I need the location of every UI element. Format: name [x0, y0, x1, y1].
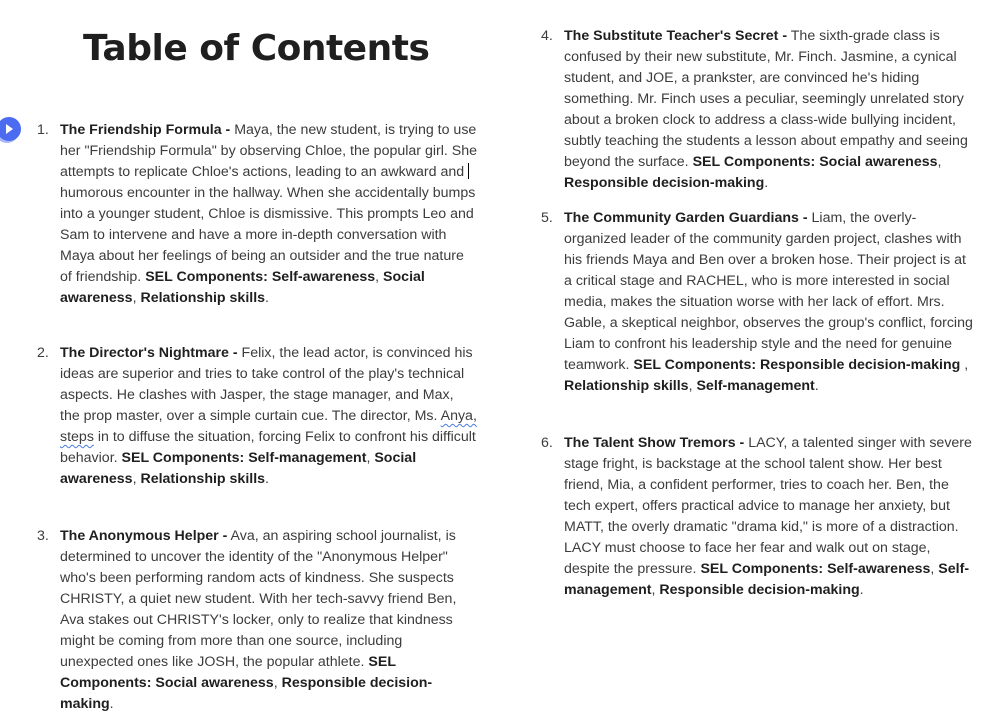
- item-heading: The Anonymous Helper -: [60, 528, 228, 544]
- item-body[interactable]: The Community Garden Guardians - Liam, the overly-organized leader of the community garden project, clashes with his friends Maya and Ben over a broken hose. Their project is at a critical stage and RACHEL, who is more interested in social media, makes the situation worse with her lack of effort. Mrs. Gable, a skeptical neighbor, observes the group's conflict, forcing Liam to confront his leadership style and the need for genuine teamwork. SEL Components: Responsible decision-making , Relationship skills, Self-management.: [564, 210, 973, 394]
- text-cursor: [468, 163, 469, 179]
- item-body[interactable]: The Anonymous Helper - Ava, an aspiring school journalist, is determined to uncover the identity of the "Anonymous Helper" who's been performing random acts of kindness. She suspects CHRISTY, a quiet new student. With her tech-savvy friend Ben, Ava stakes out CHRISTY's locker, only to realize that kindness might be coming from more than one source, including unexpected ones like JOSH, the popular athlete. SEL Components: Social awareness, Responsible decision-making.: [60, 528, 457, 712]
- sel-label: SEL Components:: [121, 450, 249, 466]
- item-body[interactable]: The Talent Show Tremors - LACY, a talented singer with severe stage fright, is backstage at the school talent show. Her best friend, Mia, a confident performer, tries to coach her. Ben, the tech expert, offers practical advice to manage her anxiety, but MATT, the overly dramatic "drama kid," is more of a distraction. LACY must choose to face her fear and walk out on stage, despite the pressure. SEL Components: Self-awareness, Self-management, Responsible decision-making.: [564, 435, 972, 598]
- item-number: 1.: [37, 122, 49, 138]
- item-heading: The Substitute Teacher's Secret -: [564, 28, 788, 44]
- page-title: Table of Contents: [83, 28, 430, 69]
- item-heading: The Talent Show Tremors -: [564, 435, 749, 451]
- play-button[interactable]: [0, 117, 21, 141]
- sel-label: SEL Components:: [700, 561, 828, 577]
- item-number: 5.: [541, 210, 553, 226]
- play-icon: [6, 124, 13, 134]
- sel-label: SEL Components:: [60, 654, 396, 691]
- item-body[interactable]: The Substitute Teacher's Secret - The sixth-grade class is confused by their new substitute, Mr. Finch. Jasmine, a cynical student, and JOE, a prankster, are convinced he's hiding something. Mr. Finch uses a peculiar, seemingly unrelated story about a broken clock to address a class-wide bullying incident, subtly teaching the students a lesson about empathy and seeing beyond the surface. SEL Components: Social awareness, Responsible decision-making.: [564, 28, 968, 191]
- item-body[interactable]: The Director's Nightmare - Felix, the lead actor, is convinced his ideas are superior and tries to take control of the play's technical aspects. He clashes with Jasper, the stage manager, and Max, the prop master, over a simple curtain cue. The director, Ms. Anya, steps in to diffuse the situation, forcing Felix to confront his difficult behavior. SEL Components: Self-management, Social awareness, Relationship skills.: [60, 345, 477, 487]
- item-number: 3.: [37, 528, 49, 544]
- item-heading: The Community Garden Guardians -: [564, 210, 812, 226]
- item-body[interactable]: The Friendship Formula - Maya, the new student, is trying to use her "Friendship Formula" by observing Chloe, the popular girl. She attempts to replicate Chloe's actions, leading to an awkward and humorous encounter in the hallway. When she accidentally bumps into a younger student, Chloe is dismissive. This prompts Leo and Sam to intervene and have a more in-depth conversation with Maya about her feelings of being an outsider and the true nature of friendship. SEL Components: Self-awareness, Social awareness, Relationship skills.: [60, 122, 477, 306]
- item-heading: The Director's Nightmare -: [60, 345, 242, 361]
- spellcheck-flag[interactable]: Anya, steps: [60, 408, 477, 445]
- item-number: 6.: [541, 435, 553, 451]
- sel-label: SEL Components:: [633, 357, 761, 373]
- item-heading: The Friendship Formula -: [60, 122, 231, 138]
- sel-label: SEL Components:: [145, 269, 272, 285]
- item-number: 4.: [541, 28, 553, 44]
- item-number: 2.: [37, 345, 49, 361]
- sel-label: SEL Components:: [692, 154, 820, 170]
